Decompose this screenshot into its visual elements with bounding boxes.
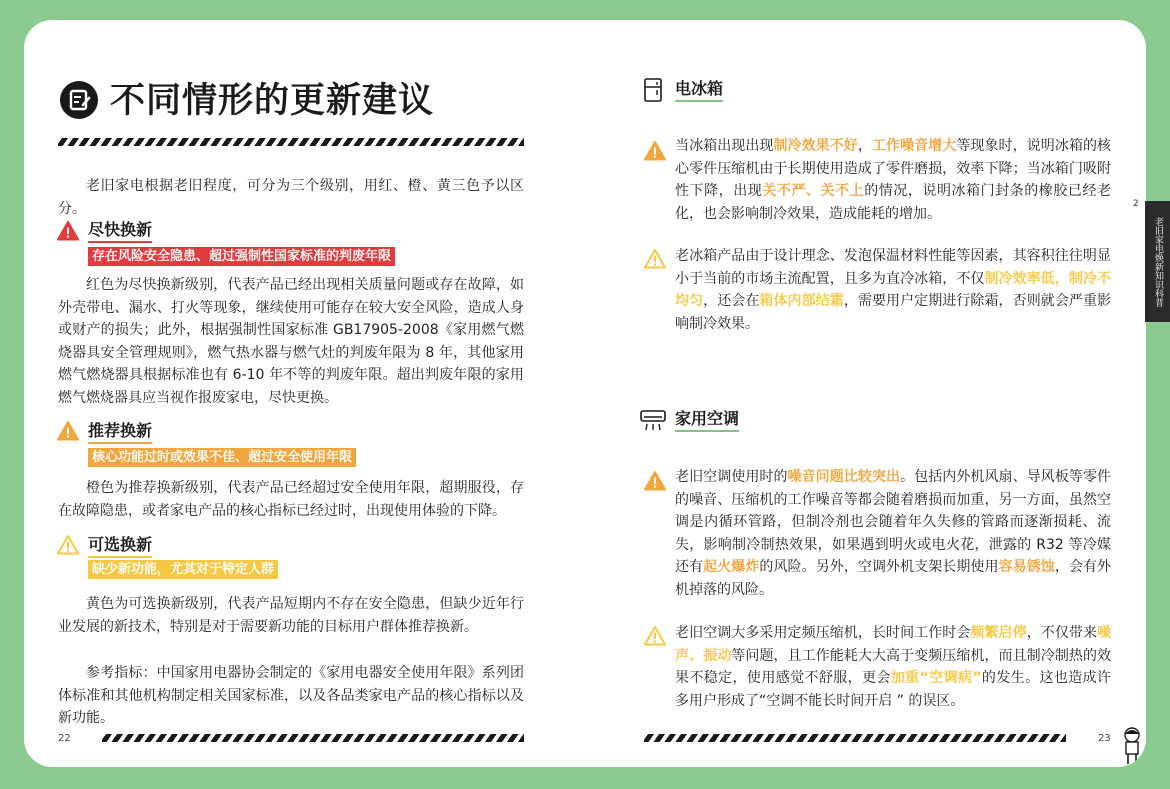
cartoon-character-icon [1118, 726, 1146, 767]
edit-note-icon [60, 81, 98, 119]
page-number-right: 23 [1098, 733, 1111, 744]
side-tab-label: 老旧家电焕新知识科普 [1145, 201, 1170, 322]
fridge-heading: 电冰箱 [675, 78, 723, 102]
page-title: 不同情形的更新建议 [110, 81, 435, 121]
ac-heading: 家用空调 [675, 408, 739, 432]
fridge-icon [644, 78, 662, 102]
fridge-paragraph-2: 老冰箱产品由于设计理念、发泡保温材料性能等因素，其容积往往明显小于当前的市场主流配置，且多为直冷冰箱，不仅制冷效率低，制冷不均匀，还会在箱体内部结霜，需要用户定期进行除霜，否则就会严重影响制冷效果。 [675, 248, 1112, 332]
reference-note: 参考指标：中国家用电器协会制定的《家用电器安全使用年限》系列团体标准和其他机构制定相关国家标准，以及各品类家电产品的核心指标以及新功能。 [58, 665, 524, 726]
level-heading-optional: 可选换新 [88, 534, 152, 558]
orange-warning-icon [57, 420, 79, 442]
yellow-warning-icon [644, 625, 666, 647]
side-tab-number: 2 [1133, 199, 1139, 209]
footer-stripe-right [644, 734, 1066, 742]
ac-paragraph-2: 老旧空调大多采用定频压缩机，长时间工作时会频繁启停，不仅带来噪声、振动等问题，且工作能耗大大高于变频压缩机，而且制冷制热的效果不稳定，使用感觉不舒服，更会加重“空调病”的发生。这也造成许多用户形成了“空调不能长时间开启 ” 的误区。 [675, 625, 1112, 709]
level-tag-optional: 缺少新功能，尤其对于特定人群 [88, 560, 278, 579]
intro-text: 老旧家电根据老旧程度，可分为三个级别，用红、橙、黄三色予以区分。 [58, 178, 524, 217]
page-number-left: 22 [58, 733, 71, 744]
fridge-paragraph-1: 当冰箱出现出现制冷效果不好，工作噪音增大等现象时，说明冰箱的核心零件压缩机由于长期使用造成了零件磨损，效率下降；当冰箱门吸附性下降，出现关不严、关不上的情况，说明冰箱门封条的橡胶已经老化，也会影响制冷效果，造成能耗的增加。 [675, 138, 1112, 222]
yellow-warning-icon [57, 534, 79, 556]
level-tag-urgent: 存在风险安全隐患、超过强制性国家标准的判废年限 [88, 247, 395, 266]
level-text-urgent: 红色为尽快换新级别，代表产品已经出现相关质量问题或存在故障，如外壳带电、漏水、打火等现象，继续使用可能存在较大安全风险，造成人身或财产的损失；此外，根据强制性国家标准 GB17905-2008《家用燃气燃烧器具安全管理规则》，燃气热水器与燃气灶的判废年限为 8 年，其他家用燃气燃烧器具根据标准也有 6-10 年不等的判废年限。超出判废年限的家用燃气燃烧器具应当视作报废家电，尽快更换。 [58, 277, 524, 406]
orange-warning-icon [644, 140, 666, 162]
level-text-optional: 黄色为可选换新级别，代表产品短期内不存在安全隐患，但缺少近年行业发展的新技术，特别是对于需要新功能的目标用户群体推荐换新。 [58, 596, 524, 635]
level-heading-recommended: 推荐换新 [88, 420, 152, 444]
red-warning-icon [57, 220, 79, 242]
orange-warning-icon [644, 470, 666, 492]
ac-paragraph-1: 老旧空调使用时的噪音问题比较突出。包括内外机风扇、导风板等零件的噪音、压缩机的工作噪音等都会随着磨损而加重，另一方面，虽然空调是内循环管路，但制冷剂也会随着年久失修的管路而逐渐损耗、流失，影响制冷制热效果，如果遇到明火或电火花，泄露的 R32 等冷媒还有起火爆炸的风险。另外，空调外机支架长期使用容易锈蚀，会有外机掉落的风险。 [675, 469, 1112, 598]
level-text-recommended: 橙色为推荐换新级别，代表产品已经超过安全使用年限，超期服役，存在故障隐患，或者家电产品的核心指标已经过时，出现使用体验的下降。 [58, 480, 524, 519]
title-divider-stripe [58, 138, 524, 146]
footer-stripe-left [102, 734, 524, 742]
booklet-spread [24, 20, 1146, 767]
air-conditioner-icon [640, 410, 666, 432]
level-tag-recommended: 核心功能过时或效果不佳、超过安全使用年限 [88, 448, 356, 467]
level-heading-urgent: 尽快换新 [88, 219, 152, 243]
yellow-warning-icon [644, 248, 666, 270]
